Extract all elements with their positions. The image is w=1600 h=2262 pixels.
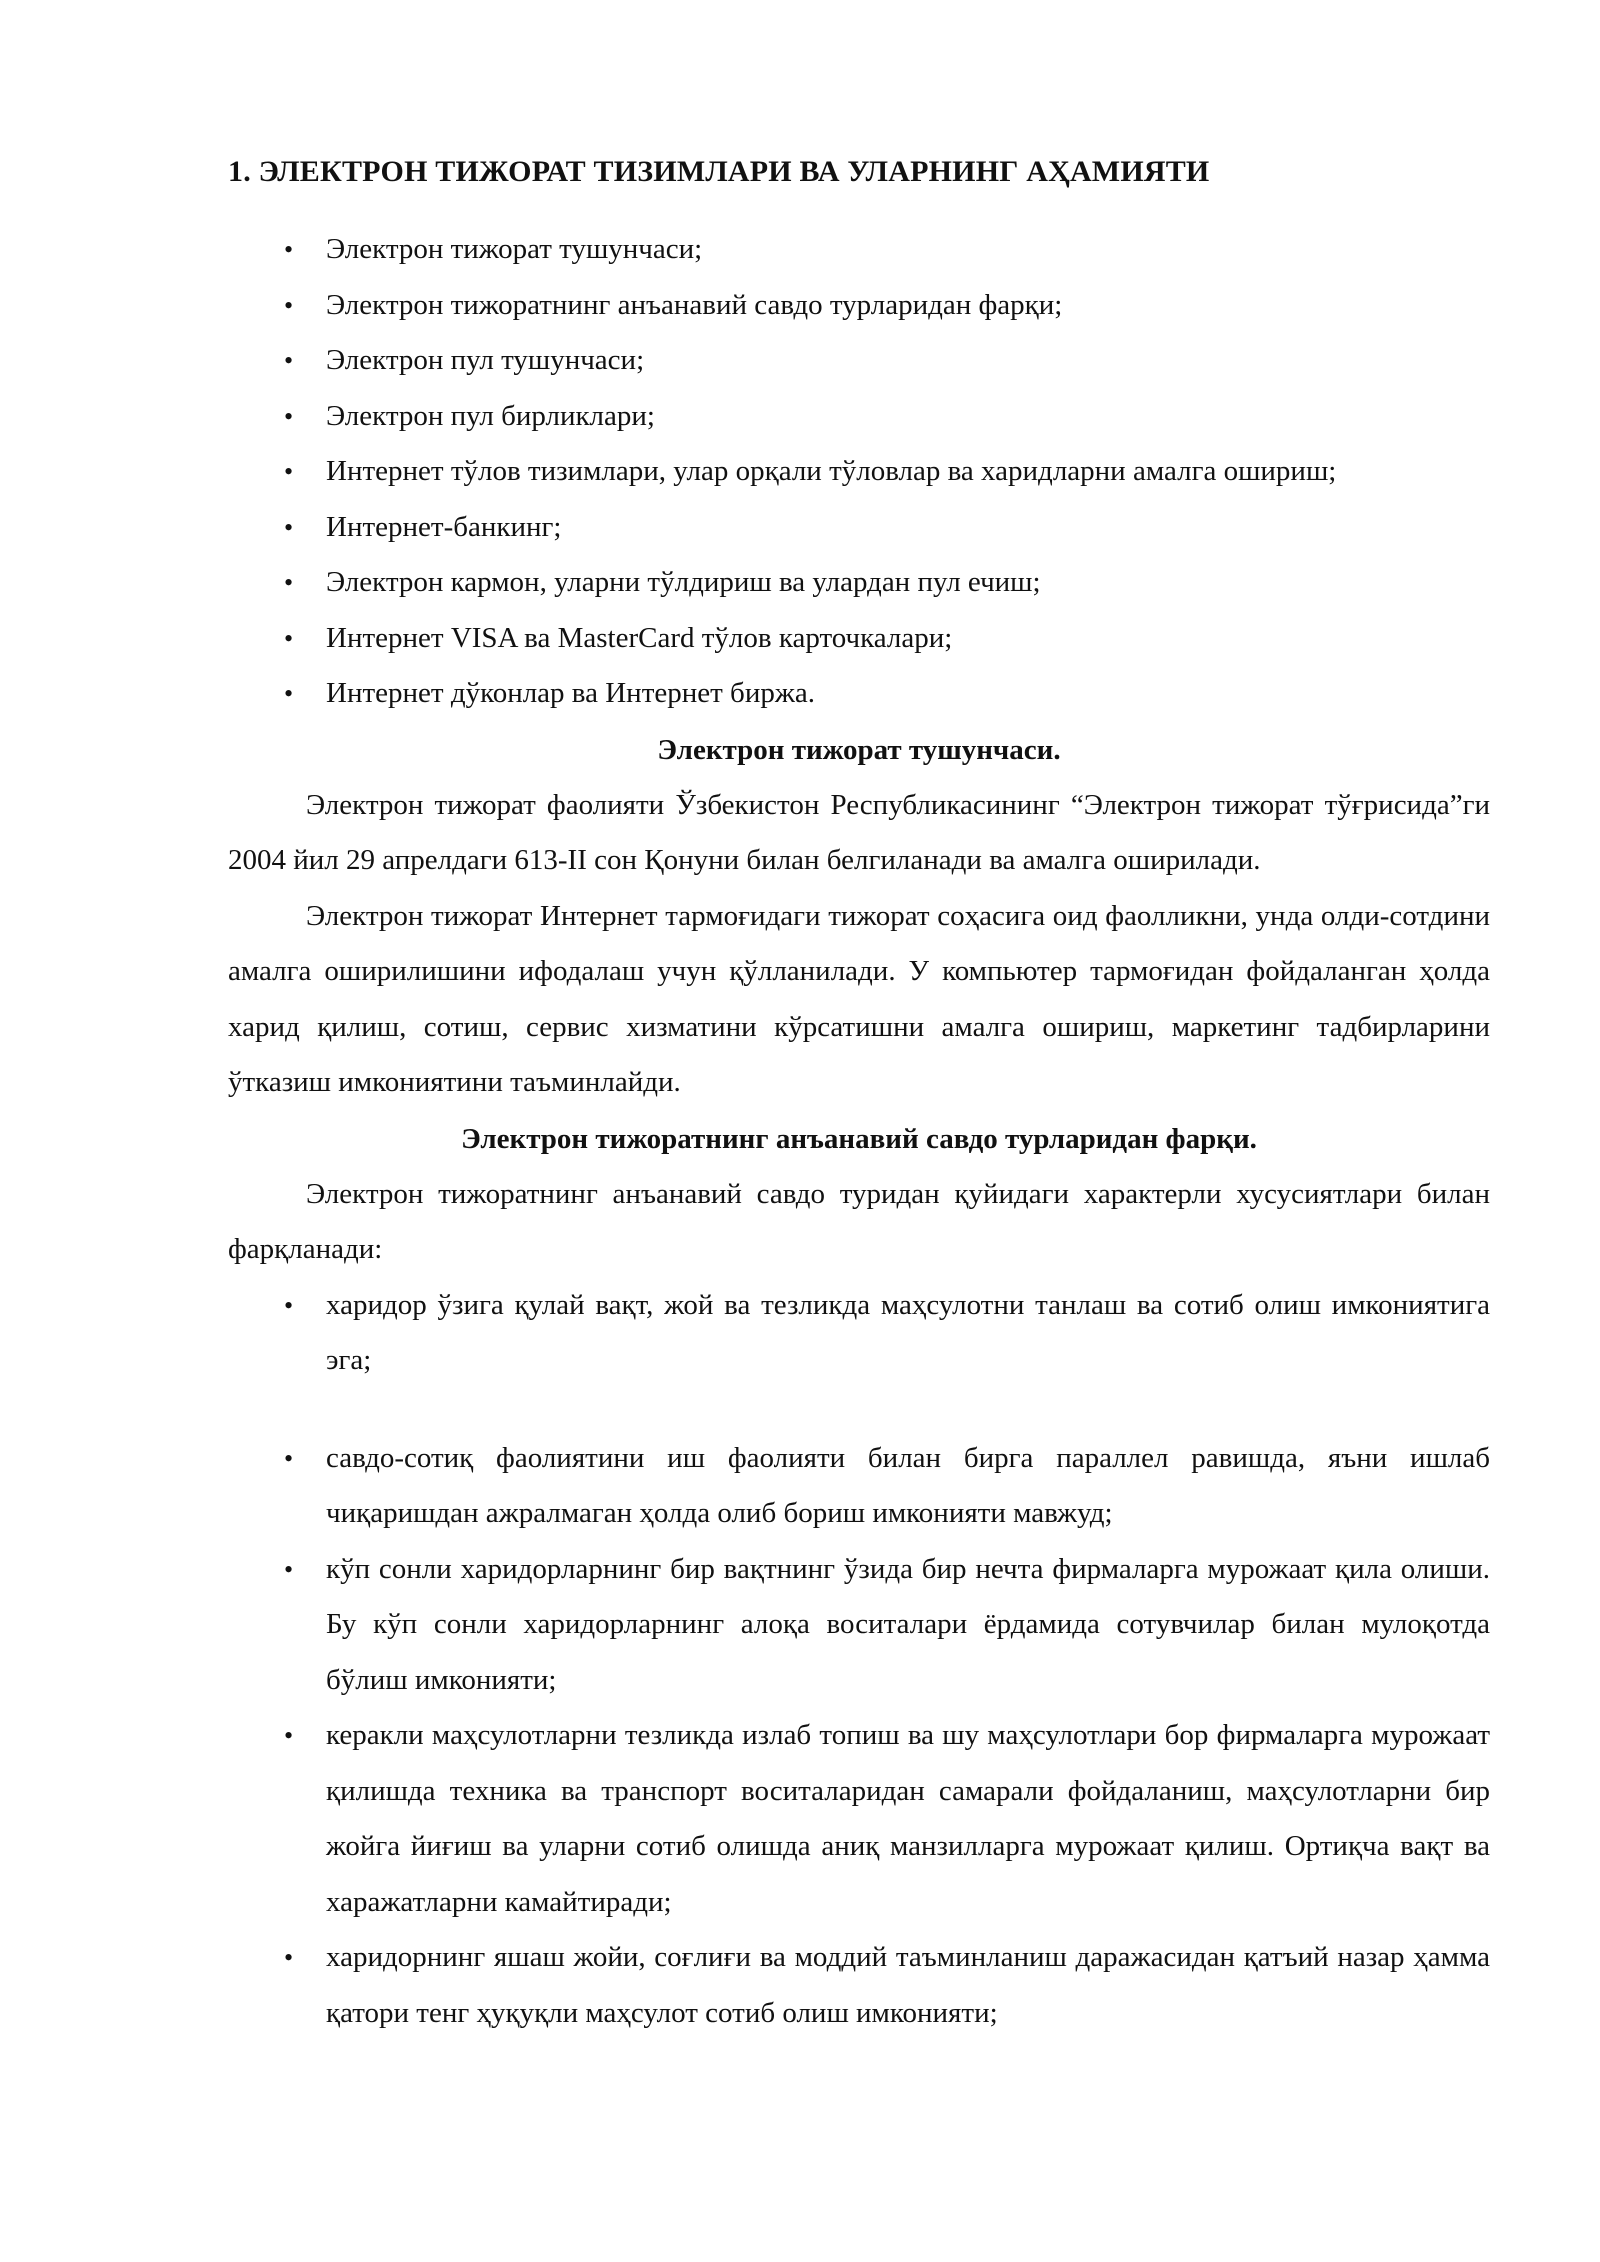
topic-text: Электрон пул бирликлари; bbox=[326, 399, 655, 432]
topic-text: Электрон кармон, уларни тўлдириш ва улардан пул ечиш; bbox=[326, 566, 1041, 598]
topic-text: Электрон пул тушунчаси; bbox=[326, 344, 645, 376]
topic-text: Интернет-банкинг; bbox=[326, 510, 562, 543]
bullet-icon: • bbox=[284, 1721, 294, 1750]
feature-text: харидорнинг яшаш жойи, соғлиғи ва моддий таъминланиш даражасидан қатъий назар ҳамма қатори тенг ҳуқуқли маҳсулот сотиб олиш имконияти; bbox=[326, 1941, 1490, 2029]
bullet-icon: • bbox=[284, 235, 294, 264]
paragraph-intro: Электрон тижоратнинг анъанавий савдо туридан қуйидаги характерли хусусиятлари билан фарқланади: bbox=[228, 1177, 1490, 1265]
paragraph: Электрон тижорат Интернет тармоғидаги тижорат соҳасига оид фаолликни, унда олди-сотдини амалга оширилишини ифодалаш учун қўлланилади. У компьютер тармоғидан фойдаланган ҳолда харид қилиш, сотиш, сервис хизматини кўрсатишни амалга ошириш, маркетинг тадбирларини ўтказиш имкониятини таъминлайди. bbox=[228, 899, 1490, 1098]
feature-text: харидор ўзига қулай вақт, жой ва тезликда маҳсулотни танлаш ва сотиб олиш имкониятига эга; bbox=[326, 1288, 1490, 1376]
bullet-icon: • bbox=[284, 1290, 294, 1320]
topic-item bbox=[228, 278, 1490, 334]
document-title: 1. ЭЛЕКТРОН ТИЖОРАТ ТИЗИМЛАРИ ВА УЛАРНИНГ АҲАМИЯТИ bbox=[228, 155, 1210, 188]
section-heading-differences: Электрон тижоратнинг анъанавий савдо турларидан фарқи. bbox=[461, 1122, 1257, 1155]
bullet-icon: • bbox=[284, 679, 294, 708]
topic-item bbox=[228, 611, 1490, 667]
feature-item bbox=[228, 1930, 1490, 2041]
feature-text: керакли маҳсулотларни тезликда излаб топиш ва шу маҳсулотлари бор фирмаларга мурожаат қилишда техника ва транспорт воситаларидан самарали фойдаланиш, маҳсулотларни бир жойга йиғиш ва уларни сотиб олишда аниқ манзилларга мурожаат қилиш. Ортиқча вақт ва харажатларни камайтиради; bbox=[326, 1719, 1490, 1918]
bullet-icon: • bbox=[284, 1443, 294, 1473]
feature-item bbox=[228, 1542, 1490, 1709]
topic-text: Электрон тижорат тушунчаси; bbox=[326, 233, 703, 265]
topic-item bbox=[228, 555, 1490, 611]
topic-text: Интернет VISA ва MasterCard тўлов карточкалари; bbox=[326, 621, 953, 654]
topic-item bbox=[228, 333, 1490, 389]
bullet-icon: • bbox=[284, 1943, 294, 1972]
topic-item bbox=[228, 444, 1490, 500]
topic-item bbox=[228, 500, 1490, 556]
bullet-icon: • bbox=[284, 457, 294, 486]
feature-text: кўп сонли харидорларнинг бир вақтнинг ўзида бир нечта фирмаларга мурожаат қила олиши. Бу кўп сонли харидорларнинг алоқа воситалари ёрдамида сотувчилар билан мулоқотда бўлиш имконияти; bbox=[326, 1552, 1490, 1696]
bullet-icon: • bbox=[284, 346, 294, 375]
bullet-icon: • bbox=[284, 290, 294, 320]
feature-text: савдо-сотиқ фаолиятини иш фаолияти билан бирга параллел равишда, яъни ишлаб чиқаришдан ажралмаган ҳолда олиб бориш имконияти мавжуд; bbox=[326, 1441, 1490, 1529]
section-heading-concept: Электрон тижорат тушунчаси. bbox=[657, 733, 1061, 766]
bullet-icon: • bbox=[284, 512, 294, 542]
document-page bbox=[228, 148, 1490, 2041]
feature-item bbox=[228, 1431, 1490, 1542]
topic-text: Интернет дўконлар ва Интернет биржа. bbox=[326, 677, 815, 709]
bullet-icon: • bbox=[284, 568, 294, 597]
topic-item bbox=[228, 222, 1490, 278]
topics-list bbox=[228, 222, 1490, 722]
feature-item bbox=[228, 1708, 1490, 1930]
topic-text: Интернет тўлов тизимлари, улар орқали тўловлар ва харидларни амалга ошириш; bbox=[326, 455, 1337, 487]
topic-text: Электрон тижоратнинг анъанавий савдо турларидан фарқи; bbox=[326, 288, 1063, 321]
bullet-icon: • bbox=[284, 623, 294, 653]
feature-item bbox=[228, 1278, 1490, 1389]
topic-item bbox=[228, 389, 1490, 445]
bullet-icon: • bbox=[284, 1554, 294, 1584]
paragraph: Электрон тижорат фаолияти Ўзбекистон Республикасининг “Электрон тижорат тўғрисида”ги 2004 йил 29 апрелдаги 613-II сон Қонуни билан белгиланади ва амалга оширилади. bbox=[228, 788, 1490, 876]
features-list bbox=[228, 1278, 1490, 2042]
topic-item bbox=[228, 666, 1490, 722]
bullet-icon: • bbox=[284, 401, 294, 431]
